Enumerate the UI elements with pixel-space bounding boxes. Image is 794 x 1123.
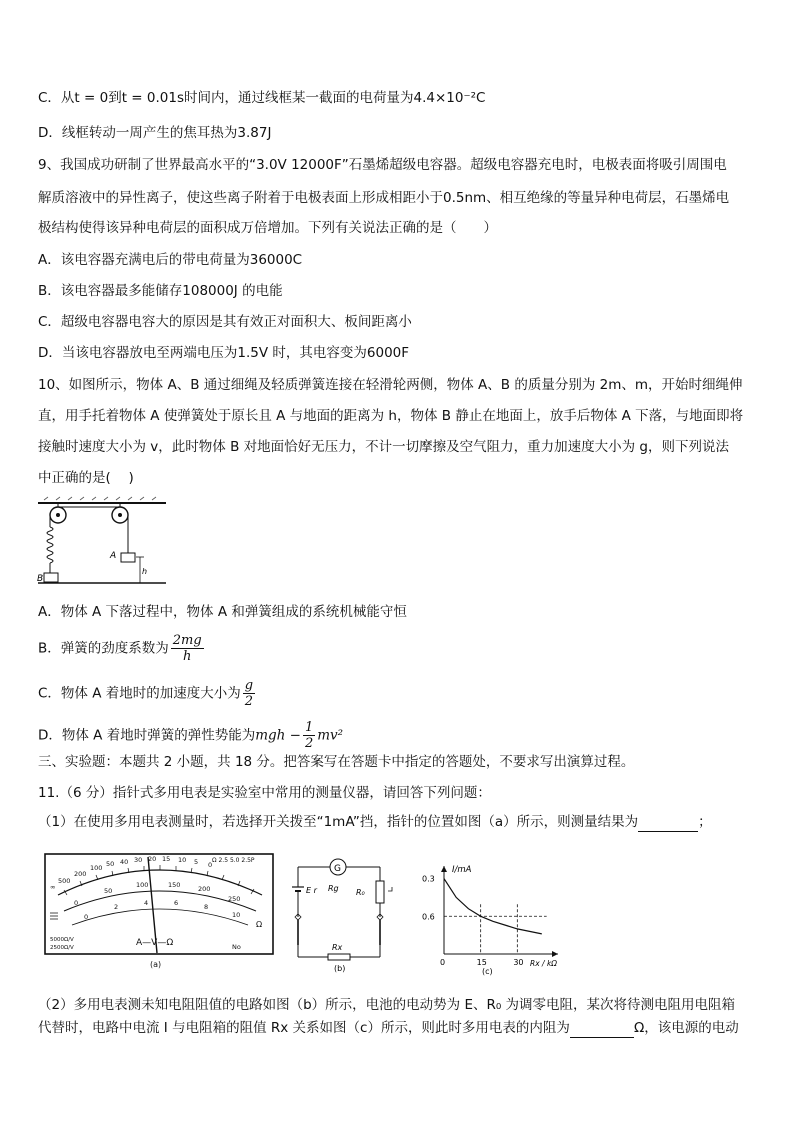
q8-option-c: C．从t = 0到t = 0.01s时间内，通过线框某一截面的电荷量为4.4×10⁻²C [38, 90, 486, 106]
q11-part2-line2: 代替时，电路中电流 I 与电阻箱的阻值 Rx 关系如图（c）所示，则此时多用电表的内阻为 Ω，该电源的电动 [38, 1020, 739, 1036]
q10-option-c-text: C．物体 A 着地时的加速度大小为 [38, 685, 241, 702]
y-tick-label: 0.3 [422, 874, 435, 884]
q10-stem-line1: 10、如图所示，物体 A、B 通过细绳及轻质弹簧连接在轻滑轮两侧，物体 A、B 的质量分别为 2m、m，开始时细绳伸 [38, 377, 743, 393]
svg-text:40: 40 [120, 858, 129, 866]
svg-text:(a): (a) [150, 960, 162, 969]
svg-text:(c): (c) [482, 967, 493, 976]
svg-text:∞: ∞ [50, 883, 56, 891]
q10-stem-line4: 中正确的是( ) [38, 470, 134, 486]
x-tick-label: 0 [440, 958, 446, 967]
svg-text:150: 150 [168, 881, 181, 889]
svg-text:2500Ω/V: 2500Ω/V [50, 945, 74, 951]
q8-option-d: D．线框转动一周产生的焦耳热为3.87J [38, 125, 272, 141]
svg-text:5000Ω/V: 5000Ω/V [50, 937, 74, 943]
block-b [44, 573, 58, 582]
svg-text:Rg: Rg [328, 884, 339, 893]
svg-text:B: B [37, 574, 44, 584]
svg-text:E r: E r [306, 886, 317, 895]
svg-text:6: 6 [174, 899, 179, 907]
svg-text:A: A [110, 551, 117, 561]
svg-text:20: 20 [148, 855, 157, 863]
resistance-box [328, 954, 350, 960]
x-tick-label: 15 [476, 958, 487, 967]
zero-adjust-resistor [376, 881, 384, 903]
svg-text:500: 500 [58, 877, 71, 885]
svg-text:100: 100 [90, 864, 103, 872]
svg-text:200: 200 [74, 870, 87, 878]
svg-text:Rx: Rx [332, 943, 343, 952]
svg-text:(b): (b) [334, 964, 346, 973]
svg-text:No: No [232, 943, 241, 951]
svg-text:200: 200 [198, 885, 211, 893]
q9-stem-line2: 解质溶液中的异性离子，使这些离子附着于电极表面上形成相距小于0.5nm、相互绝缘的等量异种电荷层，石墨烯电 [38, 190, 730, 206]
svg-text:R₀: R₀ [356, 888, 365, 897]
svg-text:0: 0 [74, 899, 79, 907]
stiffness-fraction: $\frac{2mg}{h}$ [172, 633, 202, 664]
q9-option-d: D．当该电容器放电至两端电压为1.5V 时，其电容变为6000F [38, 345, 410, 361]
x-tick-label: 30 [513, 958, 524, 967]
q10-option-d: D．物体 A 着地时弹簧的弹性势能为mgh − $\frac{1}{2}$ mv² [38, 720, 344, 751]
block-a [121, 553, 135, 562]
current-vs-resistance-graph [418, 858, 578, 976]
multimeter-dial [44, 853, 274, 971]
svg-text:250: 250 [228, 895, 241, 903]
q11-stem: 11.（6 分）指针式多用电表是实验室中常用的测量仪器，请回答下列问题： [38, 785, 491, 801]
svg-text:h: h [142, 567, 148, 576]
acceleration-fraction: $\frac{g}{2}$ [244, 678, 254, 709]
pulley-spring-diagram [36, 495, 168, 587]
q10-option-c [38, 678, 257, 709]
svg-text:A—V—Ω: A—V—Ω [136, 938, 174, 948]
q10-option-b-text: B．弹簧的劲度系数为 [38, 640, 169, 657]
y-tick-label: 0.6 [422, 912, 435, 922]
half-fraction: $\frac{1}{2}$ [304, 720, 314, 751]
spring [47, 527, 53, 563]
q9-option-c: C．超级电容器电容大的原因是其有效正对面积大、板间距离小 [38, 314, 412, 330]
q10-option-a: A．物体 A 下落过程中，物体 A 和弹簧组成的系统机械能守恒 [38, 604, 407, 620]
q9-option-b: B．该电容器最多能储存108000J 的电能 [38, 283, 283, 299]
svg-text:0: 0 [208, 861, 213, 869]
q11-part1: （1）在使用多用电表测量时，若选择开关拨至“1mA”挡，指针的位置如图（a）所示，则测量结果为 ； [38, 814, 712, 830]
svg-text:4: 4 [144, 899, 149, 907]
svg-text:15: 15 [162, 855, 171, 863]
svg-text:10: 10 [178, 856, 187, 864]
q10-stem-line2: 直，用手托着物体 A 使弹簧处于原长且 A 与地面的距离为 h，物体 B 静止在地面上，放手后物体 A 下落，与地面即将 [38, 408, 744, 424]
svg-text:8: 8 [204, 903, 209, 911]
ohmmeter-circuit [288, 855, 398, 973]
answer-blank-1[interactable] [638, 817, 698, 832]
svg-text:10: 10 [232, 911, 241, 919]
svg-text:I/mA: I/mA [452, 865, 472, 875]
q9-stem-line1: 9、我国成功研制了世界最高水平的“3.0V 12000F”石墨烯超级电容器。超级电容器充电时，电极表面将吸引周围电 [38, 157, 727, 173]
q9-option-a: A．该电容器充满电后的带电荷量为36000C [38, 252, 303, 268]
svg-text:50: 50 [104, 887, 113, 895]
svg-text:30: 30 [134, 856, 143, 864]
svg-text:G: G [334, 864, 341, 874]
q10-stem-line3: 接触时速度大小为 v，此时物体 B 对地面恰好无压力，不计一切摩擦及空气阻力，重力加速度大小为 g，则下列说法 [38, 439, 729, 455]
svg-text:Ω: Ω [256, 920, 263, 929]
svg-text:2: 2 [114, 903, 119, 911]
svg-text:50: 50 [106, 860, 115, 868]
svg-text:Ω 2.5 5.0 2.5P: Ω 2.5 5.0 2.5P [212, 857, 255, 864]
section-3-heading: 三、实验题：本题共 2 小题，共 18 分。把答案写在答题卡中指定的答题处，不要求写出演算过程。 [38, 754, 635, 770]
answer-blank-2[interactable] [570, 1023, 634, 1038]
q9-stem-line3: 极结构使得该异种电荷层的面积成万倍增加。下列有关说法正确的是（ ） [38, 220, 497, 236]
svg-text:0: 0 [84, 913, 89, 921]
svg-text:100: 100 [136, 881, 149, 889]
q11-part2-line1: （2）多用电表测未知电阻阻值的电路如图（b）所示，电池的电动势为 E、R₀ 为调零电阻，某次将待测电阻用电阻箱 [38, 997, 736, 1013]
svg-text:5: 5 [194, 858, 199, 866]
q10-option-d-text: D．物体 A 着地时弹簧的弹性势能为 [38, 727, 256, 744]
current-curve [444, 879, 542, 934]
svg-text:Rx / kΩ: Rx / kΩ [530, 959, 558, 968]
q10-option-b [38, 633, 206, 664]
